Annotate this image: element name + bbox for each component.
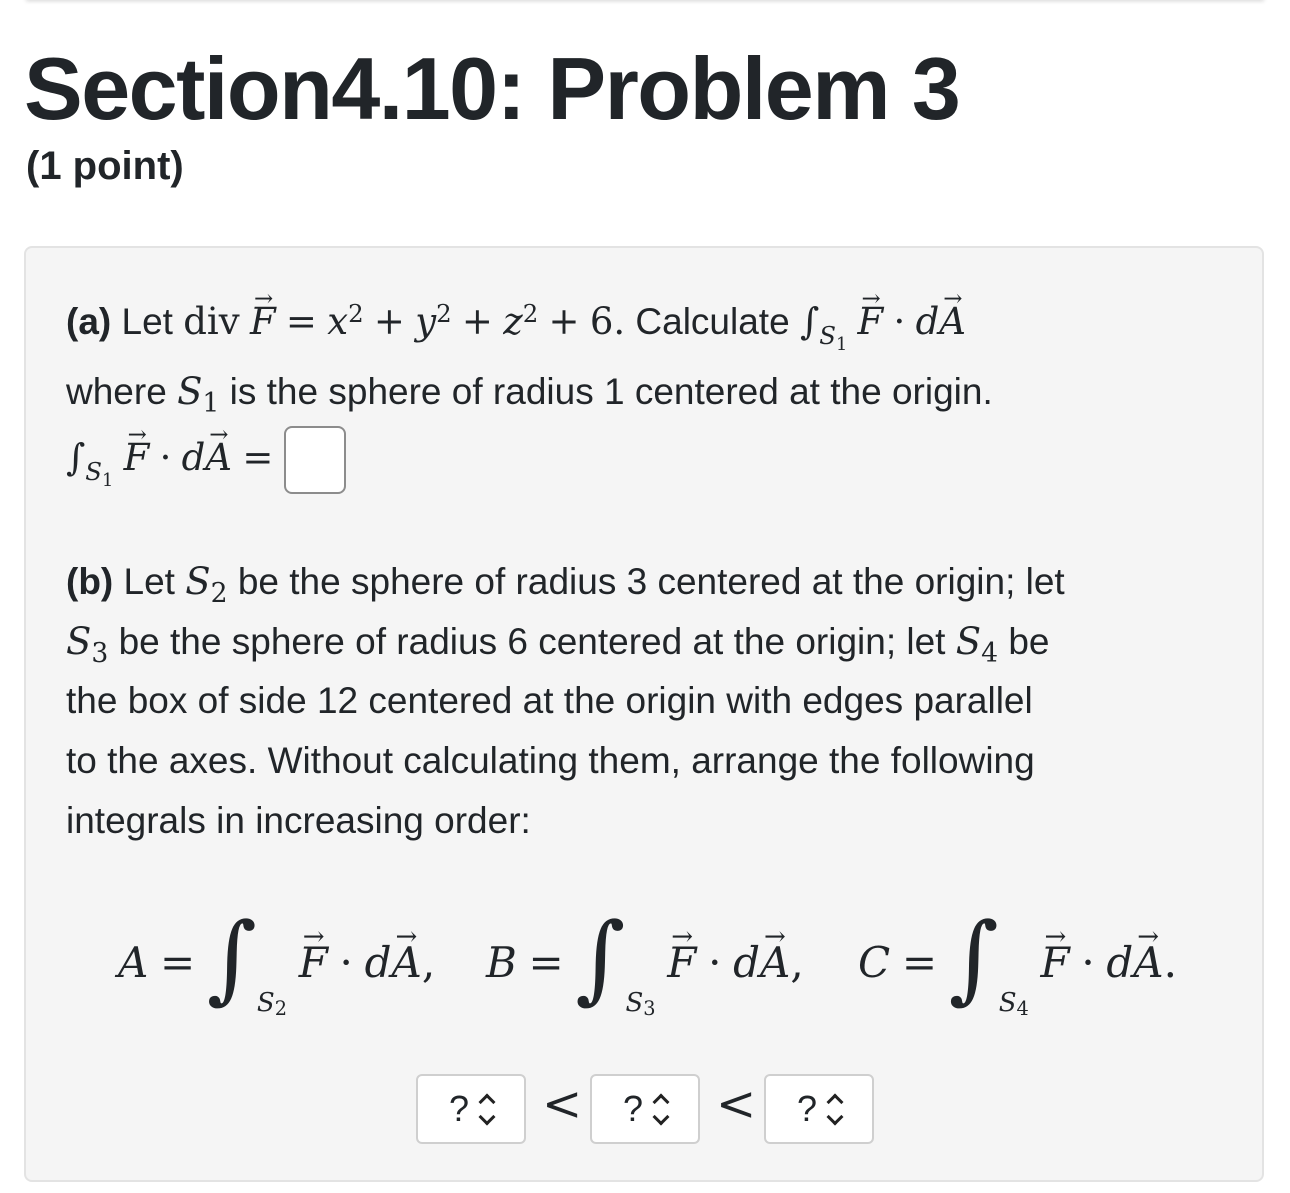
order-select-2[interactable]: ? (590, 1074, 700, 1144)
chevron-up-down-icon (481, 1092, 493, 1127)
part-b-line-3: the box of side 12 centered at the origin with edges parallel (66, 680, 1033, 721)
part-b-line-1: (b) Let $S_2$ be the sphere of radius 3 centered at the origin; let (66, 560, 1065, 609)
part-a-answer-row: $\int_{S1} \to F \cdot d\to A$ = (66, 426, 346, 494)
integral-definition-a: $A = \int_{S2} \to F \cdot d\to A$, (118, 888, 435, 1000)
part-b-line-5: integrals in increasing order: (66, 800, 531, 841)
less-than-sign-1: < (542, 1076, 583, 1132)
part-a-answer-input[interactable] (284, 426, 346, 494)
part-a-label: (a) (66, 301, 112, 342)
chevron-up-down-icon (655, 1092, 667, 1127)
part-b-line-2: $S_3$ be the sphere of radius 6 centered at the origin; let $S_4$ be (66, 620, 1050, 669)
part-b-line-4: to the axes. Without calculating them, arrange the following (66, 740, 1035, 781)
part-b-label: (b) (66, 561, 114, 602)
part-a-statement: (a) Let div → $F = x^2 + y^2 + z^2 + 6$. Calculate $\int_{S1} \to F \cdot d\to A$ (66, 300, 966, 343)
page-title: Section4.10: Problem 3 (24, 39, 960, 138)
problem-body (24, 246, 1264, 1182)
order-select-3[interactable]: ? (764, 1074, 874, 1144)
part-a-statement-cont: where $S_1$ is the sphere of radius 1 centered at the origin. (66, 370, 993, 419)
chevron-up-down-icon (829, 1092, 841, 1127)
integral-definition-b: $B = \int_{S3} \to F \cdot d\to A$, (486, 888, 804, 1000)
less-than-sign-2: < (716, 1076, 757, 1132)
order-select-1[interactable]: ? (416, 1074, 526, 1144)
problem-points: (1 point) (26, 144, 184, 188)
integral-definition-c: $C = \int_{S4} \to F \cdot d\to A$. (858, 888, 1177, 1000)
